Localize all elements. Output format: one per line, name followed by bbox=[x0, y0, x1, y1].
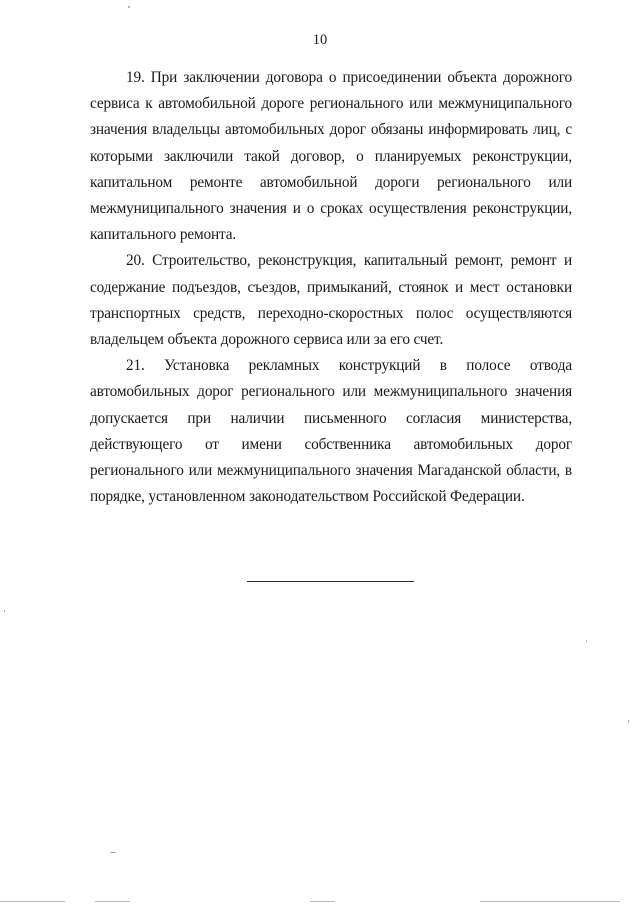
page-number: 10 bbox=[312, 32, 328, 48]
scan-speck bbox=[628, 720, 629, 723]
paragraph-19: 19. При заключении договора о присоединении объекта дорожного сервиса к автомобильной дороге регионального или межмуниципального значения владельцы автомобильных дорог обязаны информировать лиц, с которыми заключили такой договор, о планируемых реконструкции, капитальном ремонте автомобильной дороги регионального или межмуниципального значения и о сроках осуществления реконструкции, капитального ремонта. bbox=[90, 69, 572, 244]
scan-edge-line bbox=[310, 901, 335, 902]
scan-edge-line bbox=[95, 901, 130, 902]
end-of-document-line bbox=[247, 581, 414, 582]
scan-edge-line bbox=[0, 901, 65, 902]
scan-speck bbox=[128, 6, 130, 8]
scan-edge-line bbox=[480, 901, 620, 902]
scan-speck bbox=[110, 852, 116, 853]
document-body bbox=[90, 65, 572, 510]
paragraph-21: 21. Установка рекламных конструкций в полосе отвода автомобильных дорог регионального или межмуниципального значения допускается при наличии письменного согласия министерства, действующего от имени собственника автомобильных дорог регионального или межмуниципального значения Магаданской области, в порядке, установленном законодательством Российской Федерации. bbox=[90, 357, 572, 506]
scan-speck bbox=[4, 610, 5, 612]
scan-speck bbox=[586, 640, 587, 642]
paragraph-20: 20. Строительство, реконструкция, капитальный ремонт, ремонт и содержание подъездов, съездов, примыканий, стоянок и мест остановки транспортных средств, переходно-скоростных полос осуществляются владельцем объекта дорожного сервиса или за его счет. bbox=[90, 252, 572, 349]
